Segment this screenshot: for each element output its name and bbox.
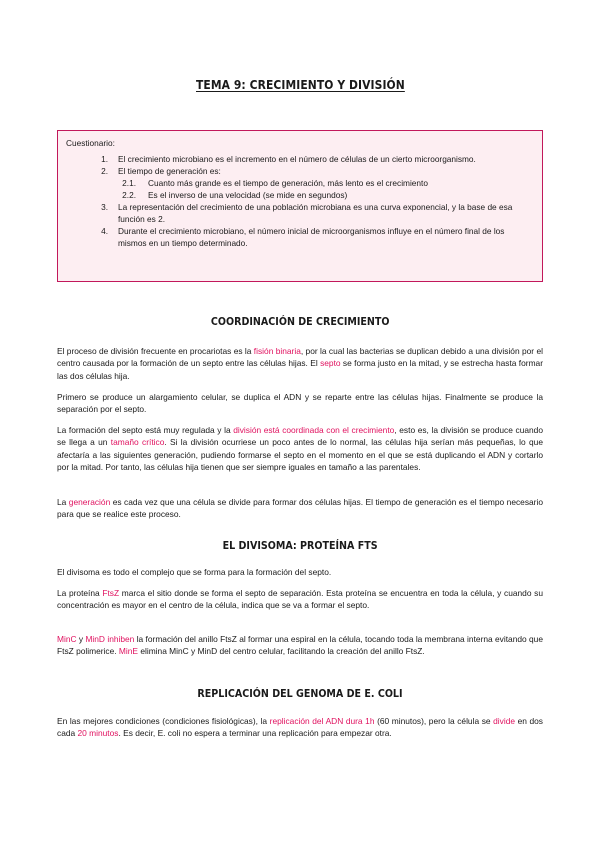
quiz-item-text: Es el inverso de una velocidad (se mide en segundos) xyxy=(148,190,348,200)
quiz-subitem xyxy=(84,189,534,201)
quiz-item-number: 2.1. xyxy=(122,178,136,188)
quiz-list xyxy=(66,153,534,249)
paragraph-replicacion: En las mejores condiciones (condiciones fisiológicas), la replicación del ADN dura 1h (60 minutos), pero la célula se divide en dos cada 20 minutos. Es decir, E. coli no espera a terminar una replicación para empezar otra. xyxy=(57,716,543,739)
highlight-term: MinD inhiben xyxy=(85,634,135,644)
paragraph-alargamiento: Primero se produce un alargamiento celular, se duplica el ADN y se reparte entre las células hijas. Finalmente se produce la separación por el septo. xyxy=(57,392,543,415)
quiz-item-text: La representación del crecimiento de una población microbiana es una curva exponencial, y la base de esa función es 2. xyxy=(118,202,513,224)
quiz-item-number: 4. xyxy=(101,226,108,236)
quiz-item-number: 2.2. xyxy=(122,190,136,200)
quiz-item xyxy=(84,153,534,165)
section-heading-divisoma: EL DIVISOMA: PROTEÍNA FTS xyxy=(222,540,378,552)
quiz-item-number: 3. xyxy=(101,202,108,212)
highlight-term: septo xyxy=(320,358,341,369)
highlight-term: división está coordinada con el crecimiento xyxy=(233,425,395,435)
quiz-item-text: Durante el crecimiento microbiano, el número inicial de microorganismos influye en el número final de los mismos en un tiempo determinado. xyxy=(118,226,505,248)
highlight-term: 20 minutos xyxy=(77,728,119,739)
paragraph-regulacion-septo: La formación del septo está muy regulada y la división está coordinada con el crecimiento, esto es, la división se produce cuando se llega a un tamaño crítico. Si la división ocurriese un poco antes de lo normal, las células hija serían más pequeñas, lo que afectaría a las siguientes generación, pudiendo formarse el septo en el momento en el que se está duplicando el ADN y cortarlo por la mitad. Por tanto, las células hija tienen que ser siempre iguales en tamaño a las parentales. xyxy=(57,425,543,472)
quiz-heading: Cuestionario: xyxy=(66,138,115,148)
section-heading-coordinacion: COORDINACIÓN DE CRECIMIENTO xyxy=(210,316,390,328)
section-heading-replicacion: REPLICACIÓN DEL GENOMA DE E. COLI xyxy=(197,688,403,700)
highlight-term: FtsZ xyxy=(102,588,120,598)
quiz-item-number: 1. xyxy=(101,154,108,164)
highlight-term: MinC xyxy=(57,634,77,644)
paragraph-fision-binaria: El proceso de división frecuente en procariotas es la fisión binaria, por la cual las bacterias se duplican debido a una división por el centro causada por la formación de un septo entre las células hijas. El septo se forma justo en la mitad, y se estrecha hasta formar las dos células hija. xyxy=(57,346,543,381)
paragraph-min-proteins: MinC y MinD inhiben la formación del anillo FtsZ al formar una espiral en la célula, tocando toda la membrana interna evitando que FtsZ polimerice. MinE elimina MinC y MinD del centro celular, facilitando la creación del anillo FtsZ. xyxy=(57,634,543,657)
quiz-item xyxy=(84,201,534,225)
quiz-item-text: El crecimiento microbiano es el incremento en el número de células de un cierto microorganismo. xyxy=(118,154,476,164)
quiz-item xyxy=(84,225,534,249)
highlight-term: MinE xyxy=(118,646,138,657)
highlight-term: fisión binaria xyxy=(253,346,301,356)
quiz-item xyxy=(84,165,534,177)
page-title: TEMA 9: CRECIMIENTO Y DIVISIÓN xyxy=(195,77,405,92)
quiz-item-text: Cuanto más grande es el tiempo de generación, más lento es el crecimiento xyxy=(148,178,428,188)
highlight-term: generación xyxy=(68,497,111,507)
quiz-box xyxy=(57,130,543,282)
highlight-term: tamaño crítico xyxy=(110,437,165,448)
quiz-item-number: 2. xyxy=(101,166,108,176)
highlight-term: divide xyxy=(493,716,516,726)
paragraph-ftsz: La proteína FtsZ marca el sitio donde se forma el septo de separación. Esta proteína se encuentra en toda la célula, y cuando su concentración es mayor en el centro de la célula, indica que se va a formar el septo. xyxy=(57,588,543,611)
quiz-subitem xyxy=(84,177,534,189)
paragraph-divisoma: El divisoma es todo el complejo que se forma para la formación del septo. xyxy=(57,567,332,577)
title-container xyxy=(0,76,600,94)
highlight-term: replicación del ADN dura 1h xyxy=(269,716,375,726)
quiz-item-text: El tiempo de generación es: xyxy=(118,166,221,176)
paragraph-generacion: La generación es cada vez que una célula se divide para formar dos células hijas. El tiempo de generación es el tiempo necesario para que se realice este proceso. xyxy=(57,497,543,520)
